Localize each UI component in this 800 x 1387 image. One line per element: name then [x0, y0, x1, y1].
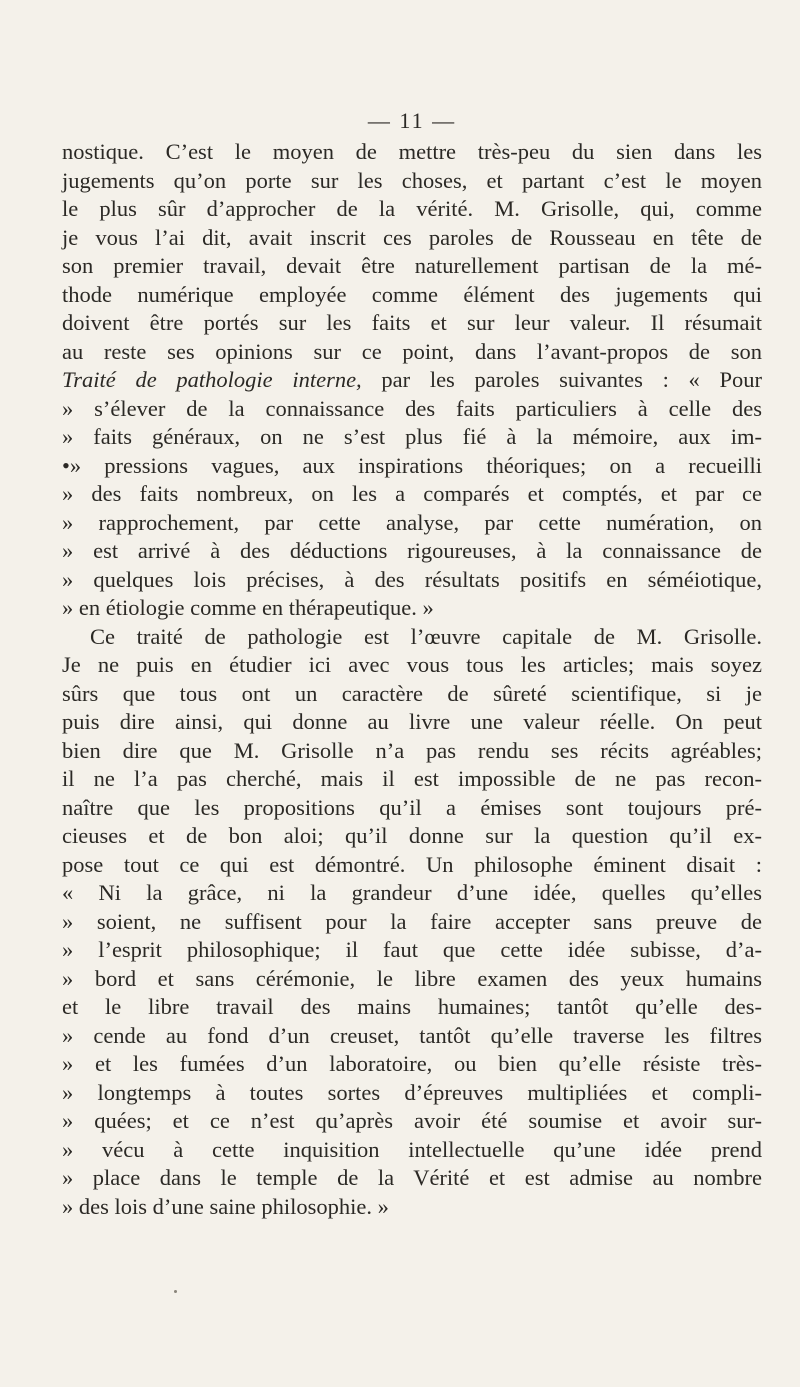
text-line: il ne l’a pas cherché, mais il est impossible de ne pas recon-	[62, 766, 762, 791]
text-line: » et les fumées d’un laboratoire, ou bien qu’elle résiste très-	[62, 1051, 762, 1076]
text-line: Ce traité de pathologie est l’œuvre capitale de M. Grisolle.	[90, 623, 762, 649]
text-line: cieuses et de bon aloi; qu’il donne sur la question qu’il ex-	[62, 823, 762, 848]
text-line: le plus sûr d’approcher de la vérité. M. Grisolle, qui, comme	[62, 196, 762, 221]
text-line: je vous l’ai dit, avait inscrit ces paroles de Rousseau en tête de	[62, 224, 762, 250]
text-line: puis dire ainsi, qui donne au livre une valeur réelle. On peut	[62, 709, 762, 734]
text-line: son premier travail, devait être naturellement partisan de la mé-	[62, 253, 762, 278]
text-line: » l’esprit philosophique; il faut que cette idée subisse, d’a-	[62, 937, 762, 962]
text-line: » des lois d’une saine philosophie. »	[62, 1193, 389, 1219]
text-line-rest: par les paroles suivantes : « Pour	[381, 367, 762, 392]
text-line: sûrs que tous ont un caractère de sûreté scientifique, si je	[62, 680, 762, 706]
text-line: « Ni la grâce, ni la grandeur d’une idée, quelles qu’elles	[62, 880, 762, 905]
text-line: » longtemps à toutes sortes d’épreuves multipliées et compli-	[62, 1079, 762, 1105]
text-line: » place dans le temple de la Vérité et est admise au nombre	[62, 1165, 762, 1190]
text-line: » vécu à cette inquisition intellectuelle qu’une idée prend	[62, 1136, 762, 1162]
text-line: » faits généraux, on ne s’est plus fié à la mémoire, aux im-	[62, 424, 762, 449]
text-line: bien dire que M. Grisolle n’a pas rendu ses récits agréables;	[62, 737, 762, 763]
text-line: jugements qu’on porte sur les choses, et partant c’est le moyen	[62, 167, 762, 193]
text-line: doivent être portés sur les faits et sur leur valeur. Il résumait	[62, 310, 762, 335]
text-line: » des faits nombreux, on les a comparés et comptés, et par ce	[62, 481, 762, 506]
text-line: » quées; et ce n’est qu’après avoir été soumise et avoir sur-	[62, 1108, 762, 1133]
ink-speck	[174, 1290, 177, 1293]
text-line: » en étiologie comme en thérapeutique. »	[62, 595, 434, 620]
text-line-with-title	[62, 366, 762, 395]
body-text	[62, 138, 762, 1221]
text-line: au reste ses opinions sur ce point, dans l’avant-propos de son	[62, 338, 762, 364]
text-line: pose tout ce qui est démontré. Un philosophe éminent disait :	[62, 851, 762, 877]
text-line: thode numérique employée comme élément des jugements qui	[62, 281, 762, 307]
text-line: » cende au fond d’un creuset, tantôt qu’elle traverse les filtres	[62, 1022, 762, 1048]
text-line: •» pressions vagues, aux inspirations théoriques; on a recueilli	[62, 452, 762, 478]
text-line: naître que les propositions qu’il a émises sont toujours pré-	[62, 794, 762, 820]
book-title: Traité de pathologie interne,	[62, 367, 362, 392]
text-line: » rapprochement, par cette analyse, par cette numération, on	[62, 509, 762, 535]
text-line: » bord et sans cérémonie, le libre examen des yeux humains	[62, 965, 762, 991]
text-line: » quelques lois précises, à des résultats positifs en séméiotique,	[62, 566, 762, 592]
text-line: » soient, ne suffisent pour la faire accepter sans preuve de	[62, 908, 762, 934]
text-line: » s’élever de la connaissance des faits particuliers à celle des	[62, 395, 762, 421]
text-line: nostique. C’est le moyen de mettre très-peu du sien dans les	[62, 139, 762, 164]
text-line: Je ne puis en étudier ici avec vous tous les articles; mais soyez	[62, 652, 762, 677]
text-line: » est arrivé à des déductions rigoureuses, à la connaissance de	[62, 538, 762, 563]
page-header: — 11 —	[367, 108, 457, 133]
text-line: et le libre travail des mains humaines; tantôt qu’elle des-	[62, 994, 762, 1019]
